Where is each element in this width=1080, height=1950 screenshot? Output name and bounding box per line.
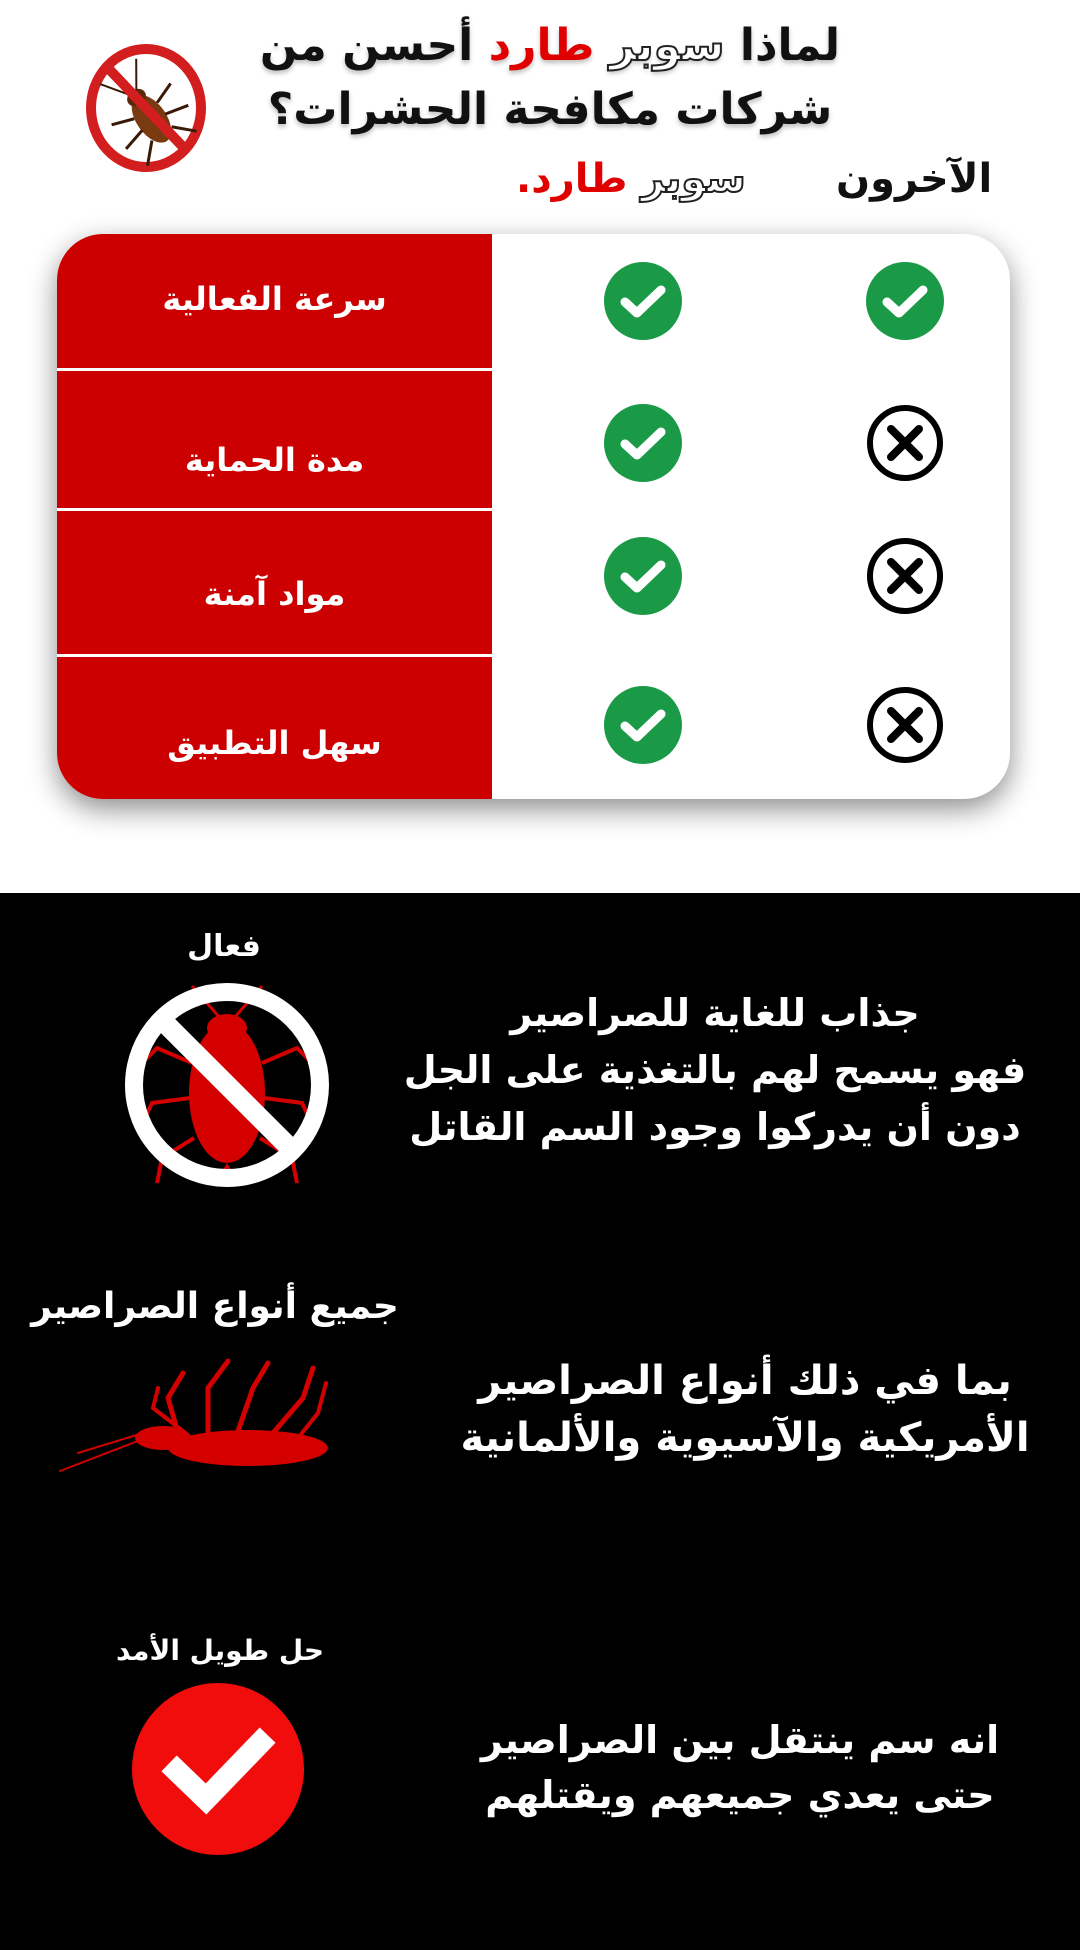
row-label-protection: مدة الحماية bbox=[184, 441, 365, 479]
title-line-2: شركات مكافحة الحشرات؟ bbox=[267, 84, 833, 135]
feature-title-effective: فعال bbox=[187, 929, 261, 964]
feature-description-all-types bbox=[440, 1353, 1050, 1467]
row-label-speed: سرعة الفعالية bbox=[162, 280, 387, 318]
brand-name-1: سوبر bbox=[641, 156, 746, 202]
check-icon bbox=[604, 404, 682, 482]
row-divider bbox=[57, 508, 492, 511]
feature-title-long-term: حل طويل الأمد bbox=[115, 1634, 325, 1667]
features-section bbox=[0, 893, 1080, 1950]
check-circle-icon bbox=[132, 1683, 304, 1855]
row-divider bbox=[57, 654, 492, 657]
title-brand-word-1: سوبر bbox=[609, 20, 725, 71]
cross-icon bbox=[866, 686, 944, 764]
check-icon bbox=[866, 262, 944, 340]
title-brand-word-2: طارد bbox=[488, 20, 595, 71]
brand-name-2: طارد. bbox=[516, 156, 628, 202]
comparison-section bbox=[0, 0, 1080, 893]
cross-icon bbox=[866, 537, 944, 615]
description-line: بما في ذلك أنواع الصراصير bbox=[478, 1358, 1012, 1404]
column-header-others: الآخرون bbox=[836, 156, 993, 202]
comparison-table bbox=[57, 234, 1010, 799]
feature-description-effective bbox=[380, 985, 1050, 1156]
page-title bbox=[220, 14, 880, 142]
description-line: فهو يسمح لهم بالتغذية على الجل bbox=[403, 1048, 1027, 1092]
row-label-safe-materials: مواد آمنة bbox=[203, 575, 346, 613]
description-line: جذاب للغاية للصراصير bbox=[510, 991, 920, 1035]
feature-column bbox=[57, 234, 492, 799]
description-line: حتى يعدي جميعهم ويقتلهم bbox=[485, 1773, 995, 1817]
check-icon bbox=[604, 262, 682, 340]
no-cockroach-logo-icon bbox=[86, 44, 206, 172]
title-line-1 bbox=[220, 14, 880, 78]
check-icon bbox=[604, 686, 682, 764]
row-divider bbox=[57, 368, 492, 371]
description-line: دون أن يدركوا وجود السم القاتل bbox=[409, 1105, 1021, 1149]
description-line: الأمريكية والآسيوية والألمانية bbox=[460, 1415, 1030, 1461]
title-word: لماذا bbox=[739, 20, 841, 71]
description-line: انه سم ينتقل بين الصراصير bbox=[480, 1718, 1000, 1762]
title-word: أحسن من bbox=[259, 20, 474, 71]
column-header-brand bbox=[516, 156, 746, 202]
row-label-easy-application: سهل التطبيق bbox=[167, 724, 382, 762]
check-icon bbox=[604, 537, 682, 615]
dead-cockroach-icon bbox=[58, 1353, 334, 1473]
no-cockroach-icon bbox=[122, 978, 332, 1193]
cross-icon bbox=[866, 404, 944, 482]
feature-title-all-types: جميع أنواع الصراصير bbox=[31, 1286, 399, 1327]
feature-description-long-term bbox=[440, 1713, 1040, 1823]
